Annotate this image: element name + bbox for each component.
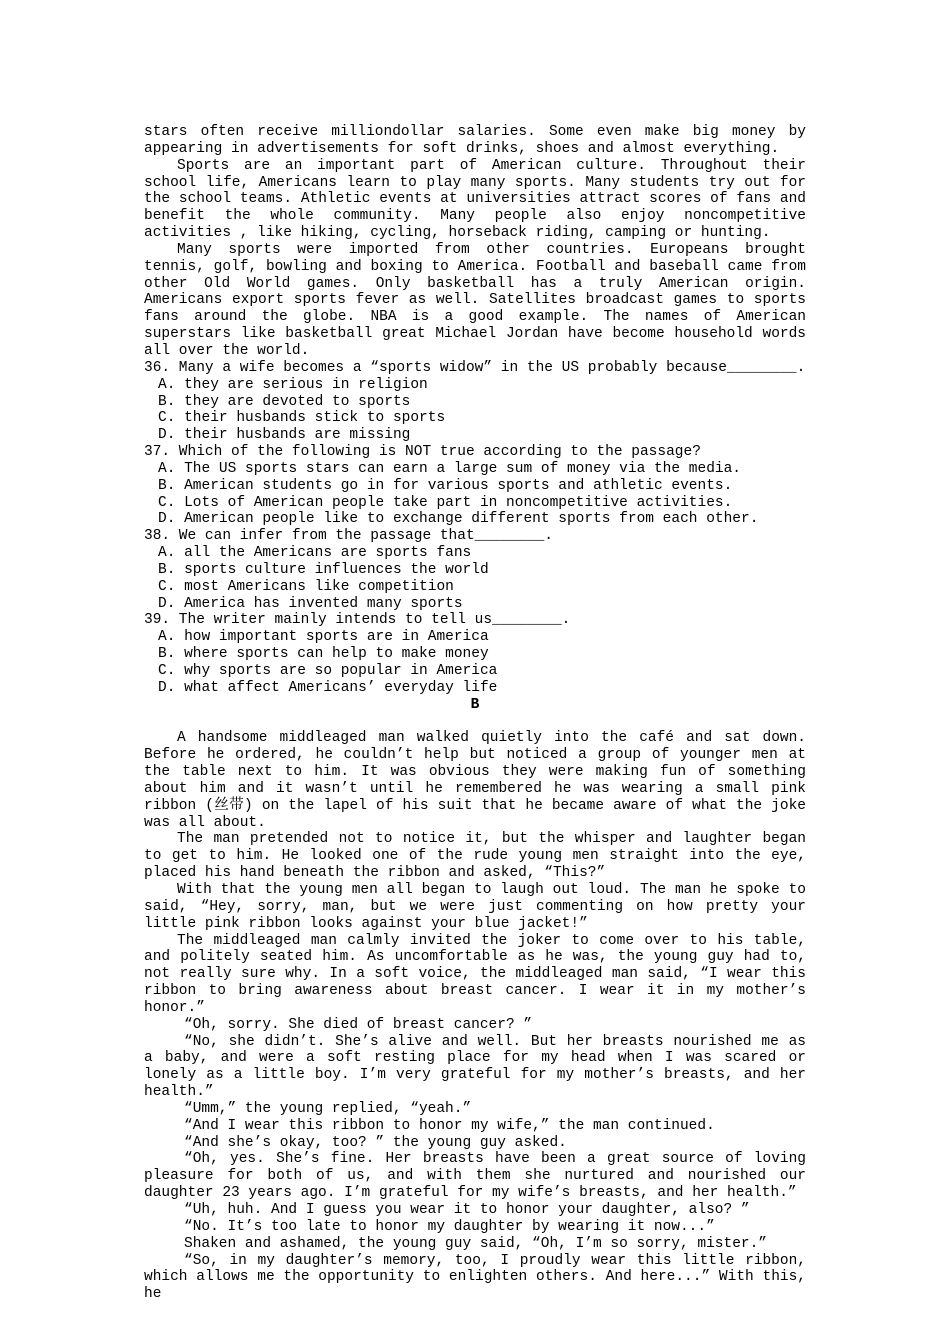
- document-page: [144, 124, 806, 1303]
- option-b: B. where sports can help to make money: [158, 646, 489, 663]
- passage-b-paragraph-2: The man pretended not to notice it, but the whisper and laughter began to get to him. He looked one of the rude young men straight into the eye, placed his hand beneath the ribbon and asked, “This?”: [144, 831, 806, 882]
- question-stem: 38. We can infer from the passage that________.: [144, 528, 553, 545]
- option-c: C. why sports are so popular in America: [158, 663, 498, 679]
- option-d: D. American people like to exchange different sports from each other.: [158, 511, 759, 528]
- option-c: C. their husbands stick to sports: [158, 410, 446, 427]
- question-37: [144, 444, 806, 528]
- question-stem: 39. The writer mainly intends to tell us________.: [144, 612, 571, 629]
- dialog-line: “Oh, yes. She’s fine. Her breasts have been a great source of loving pleasure for both of us, and with them she nurtured and nourished our daughter 23 years ago. I’m grateful for my wife’s breasts, and her health.”: [144, 1151, 806, 1202]
- question-stem: 37. Which of the following is NOT true according to the passage?: [144, 444, 701, 461]
- option-d: D. America has invented many sports: [158, 595, 463, 612]
- option-a: A. The US sports stars can earn a large sum of money via the media.: [158, 460, 741, 477]
- dialog-line: “And she’s okay, too? ” the young guy asked.: [184, 1134, 567, 1151]
- option-c: C. most Americans like competition: [158, 578, 454, 595]
- option-b: B. they are devoted to sports: [158, 393, 411, 410]
- option-a: A. all the Americans are sports fans: [158, 545, 472, 562]
- section-b-heading: B: [470, 696, 480, 713]
- question-38: [144, 528, 806, 612]
- dialog-line: Shaken and ashamed, the young guy said, “Oh, I’m so sorry, mister.”: [184, 1235, 767, 1252]
- passage-a-paragraph-2: Sports are an important part of American culture. Throughout their school life, Americans learn to play many sports. Many students try out for the school teams. Athletic events at universities attract scores of fans and benefit the whole community. Many people also enjoy noncompetitive activities , like hiking, cycling, horseback riding, camping or hunting.: [144, 157, 806, 242]
- question-39: [144, 612, 806, 696]
- spacer: [144, 714, 806, 731]
- dialog-line: “No. It’s too late to honor my daughter by wearing it now...”: [184, 1218, 715, 1235]
- passage-a-paragraph-1: stars often receive milliondollar salaries. Some even make big money by appearing in advertisements for soft drinks, shoes and almost everything.: [144, 124, 806, 157]
- option-c: C. Lots of American people take part in noncompetitive activities.: [158, 494, 733, 511]
- option-a: A. how important sports are in America: [158, 629, 489, 646]
- option-b: B. sports culture influences the world: [158, 561, 489, 578]
- passage-b-paragraph-4: The middleaged man calmly invited the joker to come over to his table, and politely seated him. As uncomfortable as he was, the young guy had to, not really sure why. In a soft voice, the middleaged man said, “I wear this ribbon to bring awareness about breast cancer. I wear it in my mother’s honor.”: [144, 932, 806, 1016]
- passage-b-paragraph-1: A handsome middleaged man walked quietly into the café and sat down. Before he ordered, he couldn’t help but noticed a group of younger men at the table next to him. It was obvious they were making fun of something about him and it wasn’t until he remembered he was wearing a small pink ribbon (丝带) on the lapel of his suit that he became aware of what the joke was all about.: [144, 730, 806, 831]
- dialog-line: “Oh, sorry. She died of breast cancer? ”: [184, 1016, 533, 1033]
- option-a: A. they are serious in religion: [158, 376, 428, 393]
- option-b: B. American students go in for various sports and athletic events.: [158, 477, 733, 494]
- dialog-line: “Umm,” the young replied, “yeah.”: [184, 1100, 472, 1117]
- dialog-line: “Uh, huh. And I guess you wear it to honor your daughter, also? ”: [184, 1202, 750, 1218]
- question-stem: 36. Many a wife becomes a “sports widow” in the US probably because________.: [144, 359, 806, 376]
- dialog-line: “And I wear this ribbon to honor my wife,” the man continued.: [184, 1117, 715, 1134]
- passage-a-paragraph-3: Many sports were imported from other countries. Europeans brought tennis, golf, bowling and boxing to America. Football and baseball came from other Old World games. Only basketball has a truly American origin. Americans export sports fever as well. Satellites broadcast games to sports fans around the globe. NBA is a good example. The names of American superstars like basketball great Michael Jordan have become household words all over the world.: [144, 241, 806, 359]
- dialog-line: “No, she didn’t. She’s alive and well. But her breasts nourished me as a baby, and were a soft resting place for my head when I was scared or lonely as a little boy. I’m very grateful for my mother’s breasts, and her health.”: [144, 1033, 806, 1101]
- option-d: D. what affect Americans’ everyday life: [158, 679, 498, 696]
- passage-b-paragraph-3: With that the young men all began to laugh out loud. The man he spoke to said, “Hey, sorry, man, but we were just commenting on how pretty your little pink ribbon looks against your blue jacket!”: [144, 881, 806, 932]
- question-36: [144, 360, 806, 444]
- dialog-line: “So, in my daughter’s memory, too, I proudly wear this little ribbon, which allows me the opportunity to enlighten others. And here...” With this, he: [144, 1252, 806, 1303]
- option-d: D. their husbands are missing: [158, 427, 411, 444]
